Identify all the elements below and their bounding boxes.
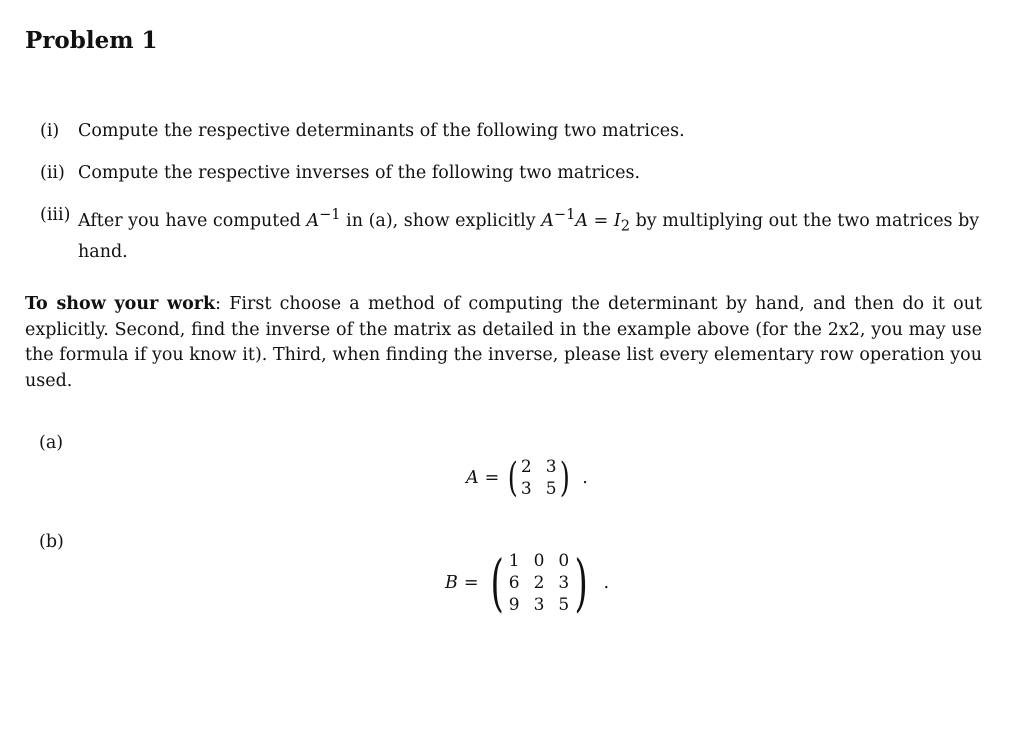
right-paren: ) — [559, 455, 570, 501]
matrix-b-name: B — [445, 573, 458, 593]
matrix-a-grid — [521, 457, 557, 499]
left-paren: ( — [489, 546, 504, 619]
equals-sign: = — [463, 573, 479, 593]
right-paren: ) — [574, 546, 588, 619]
instructions-paragraph — [25, 292, 982, 394]
item-number: (ii) — [40, 163, 65, 183]
item-text: Compute the respective determinants of the following two matrices. — [78, 121, 685, 141]
part-a-label: (a) — [39, 433, 64, 453]
matrix-entry: 6 — [508, 573, 520, 593]
paragraph-body: : First choose a method of computing the determinant by hand, and then do it out explicitly. Second, find the inverse of the matrix as detailed in the example above (for the 2x2, you may use the formula if you know it). Third, when finding the inverse, please list every elementary row operation you used. — [25, 294, 982, 391]
matrix-b-grid — [509, 551, 569, 615]
matrix-entry: 5 — [545, 479, 557, 499]
list-item — [40, 118, 985, 144]
matrix-entry: 1 — [508, 551, 520, 571]
problem-title: Problem 1 — [25, 27, 158, 54]
matrix-entry: 2 — [520, 457, 532, 477]
paragraph-lead: To show your work — [25, 294, 216, 314]
matrix-a-equation — [466, 457, 588, 499]
matrix-entry: 0 — [533, 551, 545, 571]
period: . — [582, 468, 588, 488]
left-paren: ( — [508, 455, 519, 501]
part-b-label: (b) — [39, 532, 64, 552]
matrix-entry: 3 — [545, 457, 557, 477]
matrix-entry: 3 — [558, 573, 570, 593]
task-list — [40, 118, 985, 281]
matrix-b-equation — [445, 546, 610, 619]
period: . — [603, 573, 610, 593]
item-number: (i) — [40, 121, 60, 141]
matrix-entry: 3 — [533, 595, 545, 615]
equals-sign: = — [484, 468, 500, 488]
item-text: After you have computed $A^{-1}$ in (a), show explicitly $A^{-1}A = I_2$ by multiplying out the two matrices by hand. — [78, 206, 980, 263]
item-text: Compute the respective inverses of the following two matrices. — [78, 163, 641, 183]
matrix-entry: 9 — [508, 595, 520, 615]
matrix-entry: 3 — [520, 479, 532, 499]
item-number: (iii) — [40, 205, 71, 225]
matrix-a — [505, 457, 572, 499]
matrix-a-name: A — [466, 468, 479, 488]
list-item — [40, 202, 985, 265]
matrix-entry: 0 — [558, 551, 570, 571]
matrix-entry: 5 — [558, 595, 570, 615]
matrix-entry: 2 — [533, 573, 545, 593]
list-item — [40, 160, 985, 186]
matrix-b — [485, 546, 594, 619]
